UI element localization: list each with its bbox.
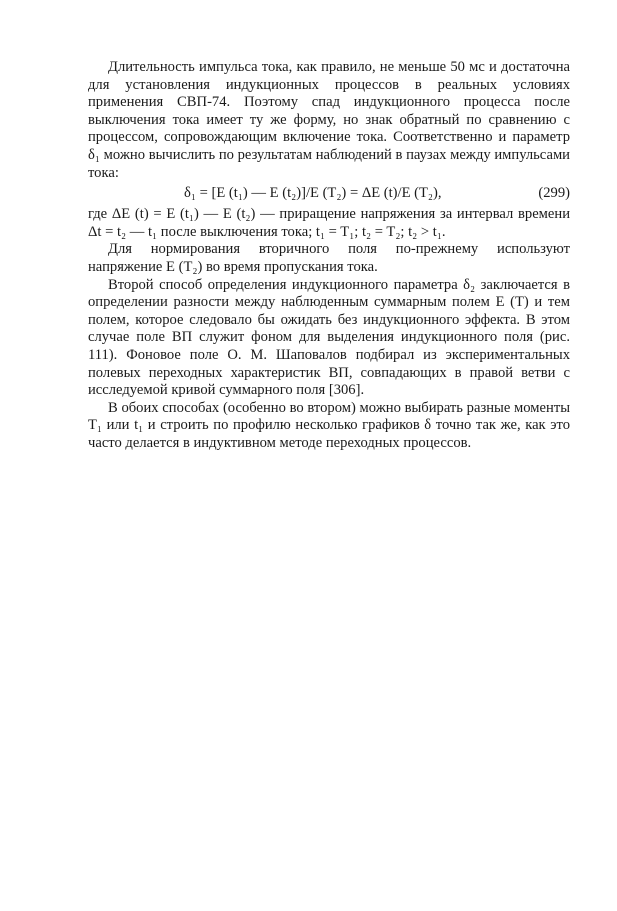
formula: δ₁ = [E (t₁) — E (t₂)]/E (T₂) = ΔE (t)/E (T₂), — [184, 185, 442, 202]
paragraph-5: В обоих способах (особенно во втором) можно выбирать разные моменты T₁ или t₁ и строить по профилю несколько графиков δ точно так же, как это часто делается в индуктивном методе переходных процессов. — [88, 399, 570, 451]
equation-number: (299) — [538, 185, 570, 202]
paragraph-4: Второй способ определения индукционного параметра δ₂ заключается в определении разности между наблюденным суммарным полем E (T) и тем полем, которое следовало бы ожидать без индукционного эффекта. В этом случае поле ВП служит фоном для выделения индукционного поля (рис. 111). Фоновое поле О. М. Шаповалов подбирал из экспериментальных полевых переходных характеристик ВП, совпадающих в правой ветви с исследуемой кривой суммарного поля [306]. — [88, 276, 570, 399]
formula-row — [88, 184, 570, 205]
paragraph-3: Для нормирования вторичного поля по-прежнему используют напряжение E (T₂) во время пропускания тока. — [88, 241, 570, 275]
paragraph-2: где ΔE (t) = E (t₁) — E (t₂) — приращение напряжения за интервал времени Δt = t₂ — t₁ после выключения тока; t₁ = T₁; t₂ = T₂; t₂ > t₁. — [88, 206, 570, 240]
text-block — [88, 59, 570, 452]
paragraph-1: Длительность импульса тока, как правило, не меньше 50 мс и достаточна для установления индукционных процессов в реальных условиях применения СВП-74. Поэтому спад индукционного процесса после выключения тока имеет ту же форму, но знак обратный по сравнению с процессом, сопровождающим включение тока. Соответственно и параметр δ₁ можно вычислить по результатам наблюдений в паузах между импульсами тока: — [88, 59, 570, 181]
